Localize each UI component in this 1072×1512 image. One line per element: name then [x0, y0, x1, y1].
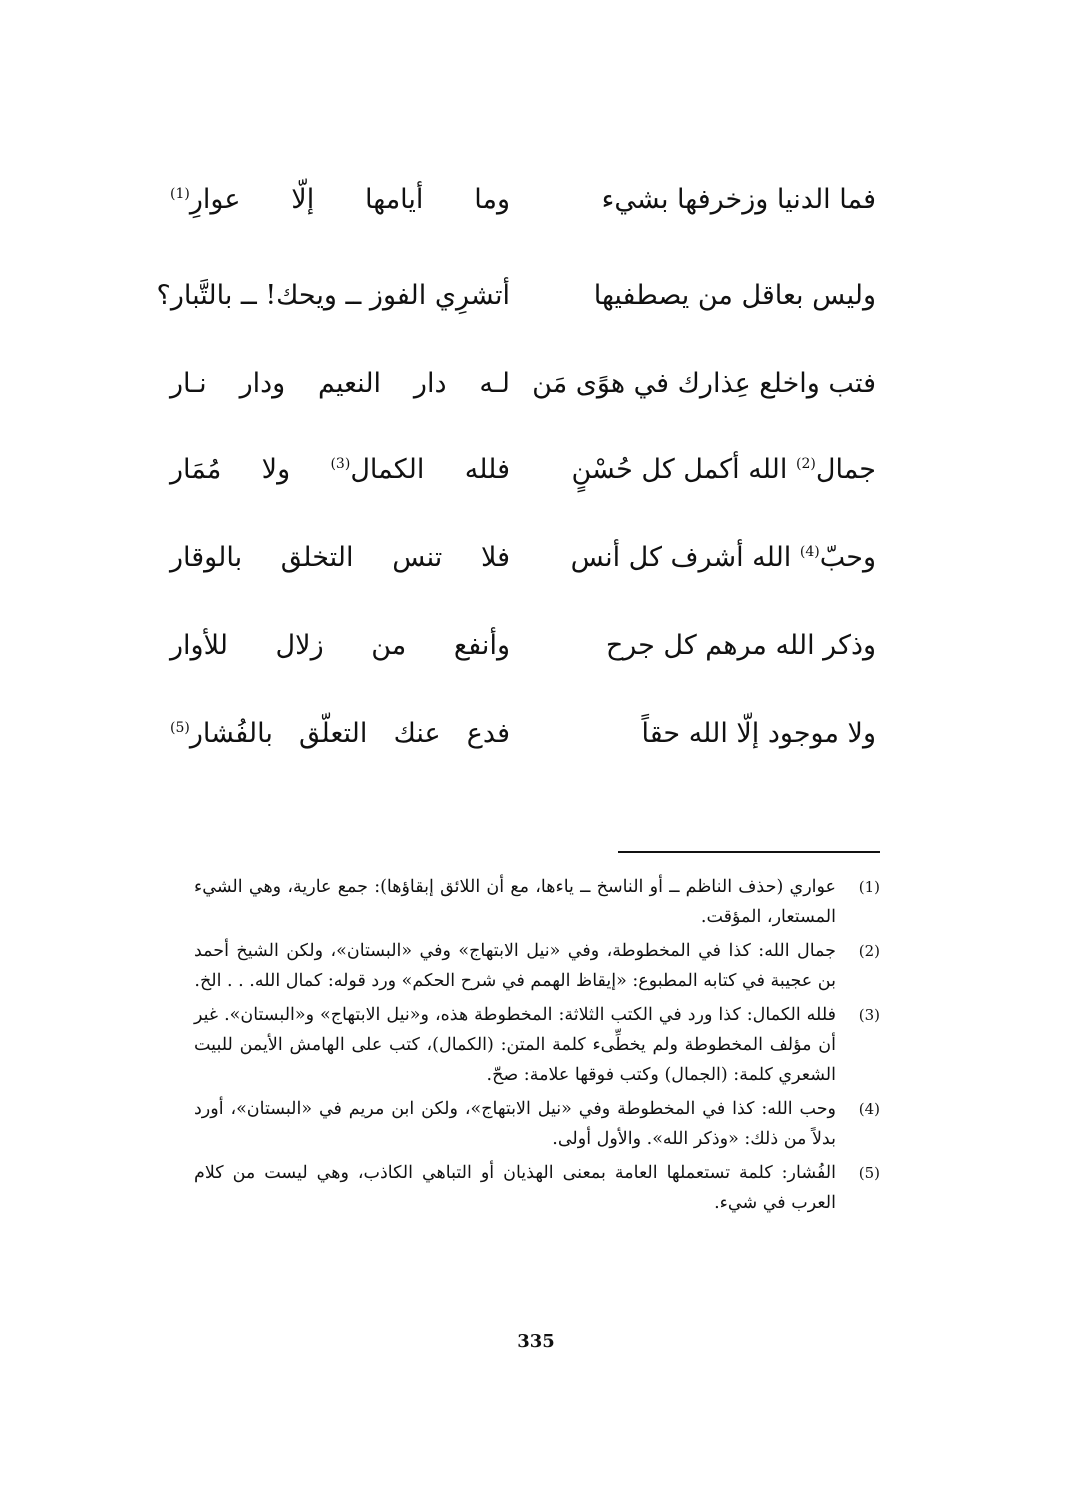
hemistich-left	[170, 170, 510, 230]
footnote-marker: (1)	[170, 186, 190, 202]
footnote-5	[194, 1158, 880, 1218]
verse-7	[0, 704, 1072, 764]
footnotes	[194, 872, 880, 1222]
footnote-number: (1)	[858, 878, 880, 896]
footnote-marker: (2)	[795, 456, 816, 472]
hemistich-left-text: فدع عنك التعلّق بالفُشار	[189, 718, 510, 749]
footnote-marker: (3)	[330, 456, 351, 472]
footnote-4	[194, 1094, 880, 1154]
page-number: 335	[517, 1331, 555, 1352]
hemistich-right	[546, 528, 876, 588]
footnote-text: فلله الكمال: كذا ورد في الكتب الثلاثة: المخطوطة هذه، و«نيل الابتهاج» و«البستان». غير أن مؤلف المخطوطة ولم يخطِّىء كلمة المتن: (الكمال)، كتب على الهامش الأيمن للبيت الشعري كلمة: (الجمال) وكتب فوقها علامة: صحّ.	[194, 1005, 836, 1085]
hemistich-left: وأنفع من زلال للأوار	[170, 630, 510, 661]
footnote-2	[194, 936, 880, 996]
hemistich-right: فتب واخلع عِذارك في هوًى مَن	[532, 368, 876, 399]
footnote-text: جمال الله: كذا في المخطوطة، وفي «نيل الابتهاج» وفي «البستان»، ولكن الشيخ أحمد بن عجيبة في كتابه المطبوع: «إيقاظ الهمم في شرح الحكم» ورد قوله: كمال الله. . . الخ.	[194, 941, 836, 991]
verse-4	[0, 440, 1072, 500]
verse-2	[0, 266, 1072, 326]
hemistich-right-text: جمال	[815, 454, 876, 485]
hemistich-right: وليس بعاقل من يصطفيها	[593, 280, 876, 311]
footnote-text: عواري (حذف الناظم ــ أو الناسخ ــ ياءها، مع أن اللائق إبقاؤها): جمع عارية، وهي الشيء المستعار، المؤقت.	[194, 877, 836, 927]
footnote-text: وحب الله: كذا في المخطوطة وفي «نيل الابتهاج»، ولكن ابن مريم في «البستان»، أورد بدلاً من ذلك: «وذكر الله». والأول أولى.	[194, 1099, 836, 1149]
hemistich-right	[546, 440, 876, 500]
hemistich-right: فما الدنيا وزخرفها بشيء	[601, 184, 876, 215]
hemistich-right: ولا موجود إلّا الله حقاً	[641, 718, 876, 749]
hemistich-left: فلا تنس التخلق بالوقار	[170, 542, 510, 573]
verse-6	[0, 616, 1072, 676]
footnote-number: (3)	[858, 1006, 880, 1024]
hemistich-left-text: وما أيامها إلّا عوارِ	[189, 184, 510, 215]
footnote-1	[194, 872, 880, 932]
hemistich-left: أتشرِي الفوز ــ ويحك! ــ بالتَّبار؟	[156, 280, 510, 311]
footnote-marker: (4)	[799, 544, 820, 560]
hemistich-right-text-rest: الله أكمل كل حُسْنٍ	[571, 454, 796, 485]
hemistich-left	[170, 440, 510, 500]
footnote-marker: (5)	[170, 720, 190, 736]
verse-1	[0, 170, 1072, 230]
footnote-number: (2)	[858, 942, 880, 960]
footnote-number: (4)	[858, 1100, 880, 1118]
footnote-separator	[618, 851, 880, 853]
verse-5	[0, 528, 1072, 588]
footnote-number: (5)	[858, 1164, 880, 1182]
hemistich-left-text: فلله الكمال	[350, 454, 510, 485]
footnote-3	[194, 1000, 880, 1090]
hemistich-left: لـه دار النعيم ودار نـار	[170, 368, 510, 399]
hemistich-right-text: وحبّ	[819, 542, 876, 573]
hemistich-left-text-rest: ولا مُمَار	[170, 454, 331, 485]
verse-3	[0, 354, 1072, 414]
hemistich-left	[170, 704, 510, 764]
hemistich-right-text-rest: الله أشرف كل أنس	[570, 542, 800, 573]
footnote-text: الفُشار: كلمة تستعملها العامة بمعنى الهذيان أو التباهي الكاذب، وهي ليست من كلام العرب في شيء.	[194, 1163, 836, 1213]
hemistich-right: وذكر الله مرهم كل جرح	[605, 630, 876, 661]
